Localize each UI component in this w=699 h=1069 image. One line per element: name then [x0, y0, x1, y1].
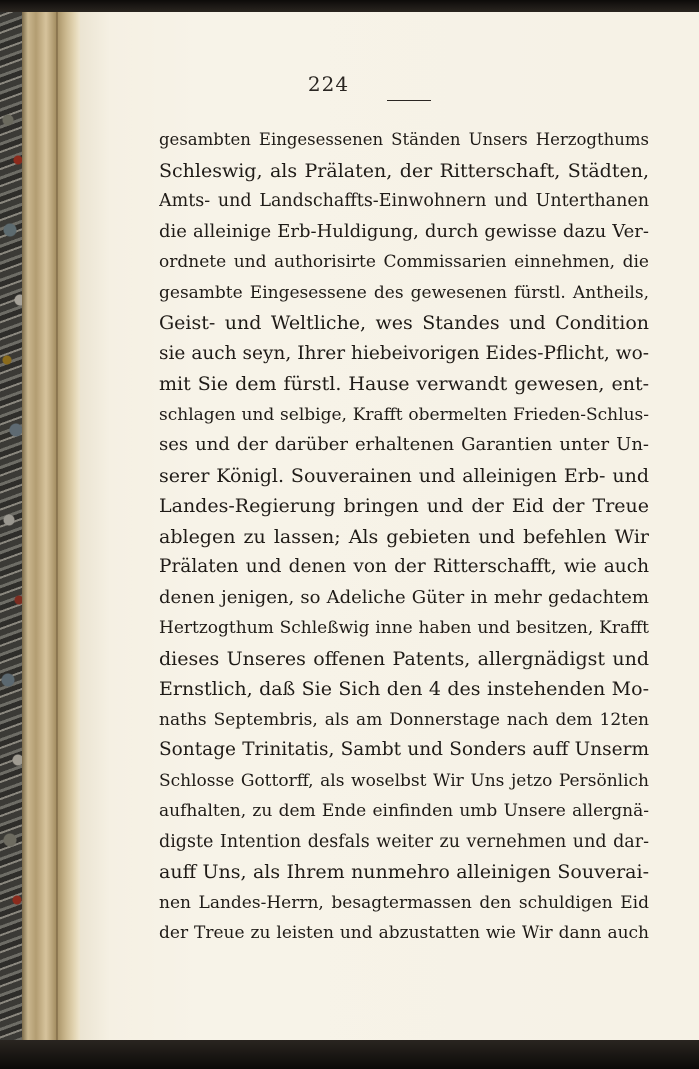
text-line: Schleswig, als Prälaten, der Ritterschaft, Städten, — [159, 159, 649, 182]
text-line: naths Septembris, als am Donnerstage nach dem 12ten — [159, 709, 649, 730]
text-line: gesambte Eingesessene des gewesenen fürstl. Antheils, — [159, 282, 649, 303]
text-line: nen Landes-Herrn, besagtermassen den schuldigen Eid — [159, 892, 649, 913]
text-line: Schlosse Gottorff, als woselbst Wir Uns jetzo Persönlich — [159, 770, 649, 791]
text-line: schlagen und selbige, Krafft obermelten Frieden-Schlus- — [159, 404, 649, 425]
text-line: ordnete und authorisirte Commissarien einnehmen, die — [159, 252, 649, 272]
text-line: auff Uns, als Ihrem nunmehro alleinigen Souverai- — [159, 861, 649, 883]
text-line: aufhalten, zu dem Ende einfinden umb Unsere allergnä- — [159, 801, 649, 821]
gutter-crease — [56, 12, 58, 1044]
text-line: ablegen zu lassen; Als gebieten und befehlen Wir — [159, 525, 649, 548]
body-text — [159, 125, 649, 949]
text-line: dieses Unseres offenen Patents, allergnädigst und — [159, 647, 649, 670]
text-line: Prälaten und denen von der Ritterschafft, wie auch — [159, 556, 649, 577]
text-line: Geist- und Weltliche, wes Standes und Condition — [159, 312, 649, 334]
top-shadow — [0, 0, 699, 12]
text-line: denen jenigen, so Adeliche Güter in mehr gedachtem — [159, 586, 649, 608]
text-line: Hertzogthum Schleßwig inne haben und besitzen, Krafft — [159, 618, 649, 638]
book-spine-gutter — [22, 12, 80, 1044]
page-number-rule — [387, 100, 431, 101]
text-line: Ernstlich, daß Sie Sich den 4 des instehenden Mo- — [159, 678, 649, 700]
text-line: Amts- und Landschaffts-Einwohnern und Unterthanen — [159, 191, 649, 211]
text-line: digste Intention desfals weiter zu vernehmen und dar- — [159, 831, 649, 852]
text-line: gesambten Eingesessenen Ständen Unsers Herzogthums — [159, 130, 649, 149]
text-line: serer Königl. Souverainen und alleinigen Erb- und — [159, 464, 649, 487]
text-line: Sontage Trinitatis, Sambt und Sonders auff Unserm — [159, 739, 649, 760]
text-line: mit Sie dem fürstl. Hause verwandt gewesen, ent- — [159, 373, 649, 395]
text-line: ses und der darüber erhaltenen Garantien unter Un- — [159, 434, 649, 455]
text-line: sie auch seyn, Ihrer hiebeivorigen Eides-Pflicht, wo- — [159, 342, 649, 364]
text-line: die alleinige Erb-Huldigung, durch gewisse dazu Ver- — [159, 220, 649, 242]
text-line: der Treue zu leisten und abzustatten wie Wir dann auch — [159, 923, 649, 943]
bottom-shadow — [0, 1040, 699, 1069]
text-line: Landes-Regierung bringen und der Eid der Treue — [159, 495, 649, 517]
page-number: 224 — [307, 72, 350, 96]
